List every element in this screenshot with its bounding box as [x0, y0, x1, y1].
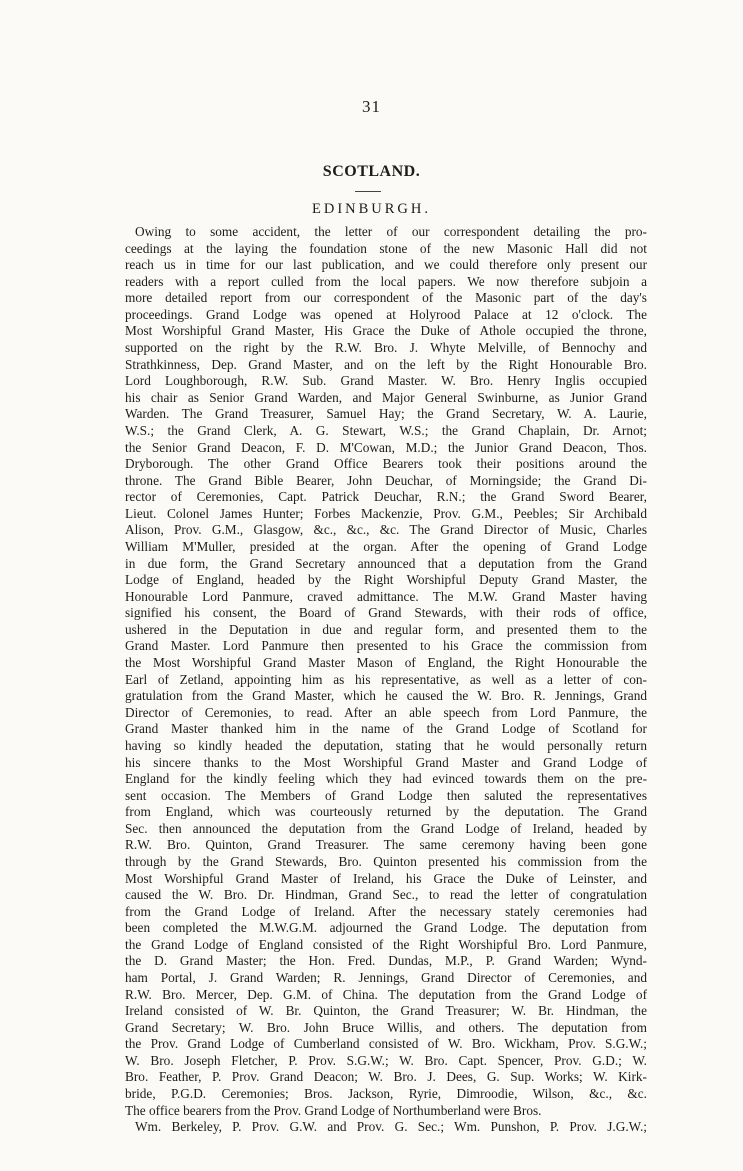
text-line: England for the kindly feeling which they had evinced towards them on the pre- [125, 771, 647, 787]
text-line: William M'Muller, presided at the organ. After the opening of Grand Lodge [125, 538, 647, 554]
text-line: Lieut. Colonel James Hunter; Forbes Mackenzie, Prov. G.M., Peebles; Sir Archibald [125, 505, 647, 521]
text-line: his sincere thanks to the Most Worshipful Grand Master and Grand Lodge of [125, 754, 647, 770]
text-line: Wm. Berkeley, P. Prov. G.W. and Prov. G. Sec.; Wm. Punshon, P. Prov. J.G.W.; [135, 1119, 647, 1135]
text-line: through by the Grand Stewards, Bro. Quinton presented his commission from the [125, 853, 647, 869]
text-line: Strathkinness, Dep. Grand Master, and on the left by the Right Honourable Bro. [125, 356, 647, 372]
text-line: from the Grand Lodge of Ireland. After the necessary stately ceremonies had [125, 903, 647, 919]
text-line: gratulation from the Grand Master, which he caused the W. Bro. R. Jennings, Grand [125, 688, 647, 704]
text-line: Sec. then announced the deputation from the Grand Lodge of Ireland, headed by [125, 820, 647, 836]
text-line: Dryborough. The other Grand Office Bearers took their positions around the [125, 456, 647, 472]
text-line: Grand Master thanked him in the name of the Grand Lodge of Scotland for [125, 721, 647, 737]
text-line: been completed the M.W.G.M. adjourned the Grand Lodge. The deputation from [125, 920, 647, 936]
text-line: R.W. Bro. Mercer, Dep. G.M. of China. The deputation from the Grand Lodge of [125, 986, 647, 1002]
text-line: ushered in the Deputation in due and regular form, and presented them to the [125, 621, 647, 637]
text-line: the Grand Lodge of England consisted of the Right Worshipful Bro. Lord Panmure, [125, 936, 647, 952]
text-line: sent occasion. The Members of Grand Lodge then saluted the representatives [125, 787, 647, 803]
text-line: Most Worshipful Grand Master, His Grace the Duke of Athole occupied the throne, [125, 323, 647, 339]
text-line: signified his consent, the Board of Grand Stewards, with their rods of office, [125, 605, 647, 621]
text-line: Lodge of England, headed by the Right Worshipful Deputy Grand Master, the [125, 572, 647, 588]
text-line: from England, which was courteously returned by the deputation. The Grand [125, 804, 647, 820]
text-line [125, 1136, 647, 1153]
page-number: 31 [362, 97, 381, 116]
text-line: ham Portal, J. Grand Warden; R. Jennings, Grand Director of Ceremonies, and [125, 970, 647, 986]
subtitle: EDINBURGH. [311, 201, 431, 217]
text-line: the Senior Grand Deacon, F. D. M'Cowan, M.D.; the Junior Grand Deacon, Thos. [125, 439, 647, 455]
text-line: the Most Worshipful Grand Master Mason of England, the Right Honourable the [125, 655, 647, 671]
text-line: Grand Secretary; W. Bro. John Bruce Willis, and others. The deputation from [125, 1019, 647, 1035]
title-rule [355, 191, 381, 192]
section-title: SCOTLAND. [322, 163, 421, 180]
text-line: Honourable Lord Panmure, craved admittance. The M.W. Grand Master having [125, 588, 647, 604]
article-body [125, 224, 647, 1152]
text-line: more detailed report from our correspondent of the Masonic part of the day's [125, 290, 647, 306]
text-line: in due form, the Grand Secretary announced that a deputation from the Grand [125, 555, 647, 571]
text-line: Director of Ceremonies, to read. After an able speech from Lord Panmure, the [125, 704, 647, 720]
text-line: caused the W. Bro. Dr. Hindman, Grand Sec., to read the letter of congratulation [125, 887, 647, 903]
text-line: Ireland consisted of W. Br. Quinton, the Grand Treasurer; W. Br. Hindman, the [125, 1003, 647, 1019]
text-line: W. Bro. Joseph Fletcher, P. Prov. S.G.W.; W. Bro. Capt. Spencer, Prov. G.D.; W. [125, 1052, 647, 1068]
text-line: The office bearers from the Prov. Grand Lodge of Northumberland were Bros. [125, 1102, 542, 1118]
text-line: having so kindly headed the deputation, stating that he would personally return [125, 737, 647, 753]
text-line: Warden. The Grand Treasurer, Samuel Hay; the Grand Secretary, W. A. Laurie, [125, 406, 647, 422]
text-line: Owing to some accident, the letter of our correspondent detailing the pro- [135, 224, 647, 239]
text-line: the Prov. Grand Lodge of Cumberland consisted of W. Bro. Wickham, Prov. S.G.W.; [125, 1036, 647, 1052]
text-line: supported on the right by the R.W. Bro. J. Whyte Melville, of Bennochy and [125, 340, 647, 356]
text-line: Earl of Zetland, appointing him as his representative, as well as a letter of con- [125, 671, 647, 687]
text-line: ceedings at the laying the foundation stone of the new Masonic Hall did not [125, 240, 647, 256]
text-line: proceedings. Grand Lodge was opened at Holyrood Palace at 12 o'clock. The [125, 306, 647, 322]
text-line: Grand Master. Lord Panmure then presented to his Grace the commission from [125, 638, 647, 654]
text-line: rector of Ceremonies, Capt. Patrick Deuchar, R.N.; the Grand Sword Bearer, [125, 489, 647, 505]
text-line: Lord Loughborough, R.W. Sub. Grand Master. W. Bro. Henry Inglis occupied [125, 373, 647, 389]
text-line: his chair as Senior Grand Warden, and Major General Swinburne, as Junior Grand [125, 389, 647, 405]
text-line: W.S.; the Grand Clerk, A. G. Stewart, W.S.; the Grand Chaplain, Dr. Arnot; [125, 422, 647, 438]
text-line: bride, P.G.D. Ceremonies; Bros. Jackson, Ryrie, Dimroodie, Wilson, &c., &c. [125, 1086, 647, 1102]
text-line: throne. The Grand Bible Bearer, John Deuchar, of Morningside; the Grand Di- [125, 472, 647, 488]
text-line: the D. Grand Master; the Hon. Fred. Dundas, M.P., P. Grand Warden; Wynd- [125, 953, 647, 969]
text-line: readers with a report culled from the local papers. We now therefore subjoin a [125, 273, 647, 289]
text-line: reach us in time for our last publication, and we could therefore only present our [125, 257, 647, 273]
text-line: Bro. Feather, P. Prov. Grand Deacon; W. Bro. J. Dees, G. Sup. Works; W. Kirk- [125, 1069, 647, 1085]
text-line: Alison, Prov. G.M., Glasgow, &c., &c., &c. The Grand Director of Music, Charles [125, 522, 647, 538]
text-line: R.W. Bro. Quinton, Grand Treasurer. The same ceremony having been gone [125, 837, 647, 853]
text-line: Most Worshipful Grand Master of Ireland, his Grace the Duke of Leinster, and [125, 870, 647, 886]
